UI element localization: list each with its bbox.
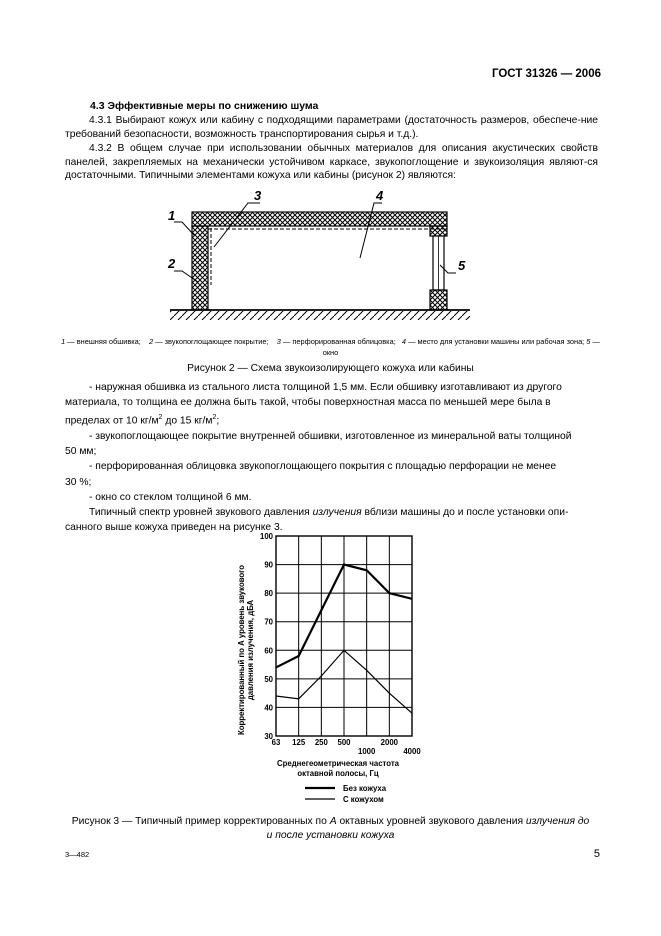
x-tick-label: 250 [314,738,328,747]
figure2-legend: 1 — внешняя обшивка; 2 — звукопоглощающее покрытие; 3 — перфорированная облицовка; 4 — место для установки машины или рабочая зона; 5 — окно [61,337,600,357]
callout-3: 3 [254,188,262,203]
y-tick-label: 40 [264,703,273,713]
data-point [321,675,322,676]
enclosure-diagram [150,180,480,330]
list-item-1-cont: материала, то толщина ее должна быть такой, чтобы поверхностная масса по меньшей мере была в [65,397,551,409]
data-point [275,667,276,668]
y-tick-label: 60 [264,646,273,656]
x-tick-label: 4000 [403,747,421,756]
legend-label-without-enclosure: Без кожуха [343,784,387,793]
x-axis-label-line2: октавной полосы, Гц [297,769,379,778]
ground-hatch [170,311,470,320]
data-point [411,713,412,714]
list-item-2: - звукопоглощающее покрытие внутренней обшивки, изготовленное из минеральной ваты толщиной [89,431,572,443]
data-point [343,650,344,651]
legend-label-with-enclosure: С кожухом [343,795,384,804]
figure2-caption: Рисунок 2 — Схема звукоизолирующего кожуха или кабины [187,363,474,374]
list-item-1-end: пределах от 10 $кг/м^2$ до 15 $кг/м^2$; [65,414,220,427]
list-item-2-cont: 50 мм; [65,446,97,458]
data-point [389,593,390,594]
section-heading: 4.3 Эффективные меры по снижению шума [90,100,319,112]
right-wall-upper [430,226,447,236]
x-tick-label: 125 [292,738,306,747]
y-tick-label: 50 [264,674,273,684]
spectrum-chart [230,530,430,810]
y-tick-label: 70 [264,617,273,627]
x-tick-label: 2000 [380,738,399,747]
y-axis-label-line1: Корректированный по А уровень звукового [237,564,246,736]
list-item-3-cont: 30 %; [65,476,92,488]
y-tick-label: 90 [264,560,273,570]
x-tick-label: 500 [337,738,351,747]
data-point [343,564,344,565]
right-wall-lower [430,290,447,310]
callout-5: 5 [458,258,466,273]
y-ticks [260,532,274,741]
data-point [411,598,412,599]
list-item-4: - окно со стеклом толщиной 6 мм. [89,491,252,503]
paragraph-4-3-2: 4.3.2 В общем случае при использовании обычных материалов для описания акустических свойств панелей, закрепляемых на механически устойчивом каркасе, звукопоглощение и звукоизоляция являют-ся достаточными. Типичными элементами кожуха или кабины (рисунок 2) являются: [65,143,598,182]
standard-number: ГОСТ 31326 — 2006 [491,68,601,80]
callout-4: 4 [376,188,384,203]
roof-panel [192,212,447,226]
x-axis-label-line1: Среднегеометрическая частота [276,759,400,768]
page-number: 5 [593,848,600,860]
y-tick-label: 80 [264,589,273,599]
data-point [366,670,367,671]
callout-1-leader [174,222,194,235]
element-list [65,380,598,535]
y-axis-label-line2: давления излучения, дБА [246,599,255,701]
data-point [275,695,276,696]
list-item-1: - наружная обшивка из стального листа толщиной 1,5 мм. Если обшивку изготавливают из другого [89,382,562,393]
x-ticks [272,738,422,756]
left-wall [192,226,208,310]
data-point [298,655,299,656]
data-point [321,610,322,611]
data-point [389,693,390,694]
x-tick-label: 1000 [357,747,376,756]
callout-2: 2 [168,256,176,271]
data-point [366,570,367,571]
y-tick-label: 30 [264,732,273,741]
spectrum-paragraph: Типичный спектр уровней звукового давления излучения вблизи машины до и после установки опи- [89,507,569,519]
figure3-caption: Рисунок 3 — Типичный пример корректированных по А октавных уровней звукового давления излучения до и после установки кожуха [71,816,590,841]
list-item-3: - перфорированная облицовка звукопоглощающего покрытия с площадью перфорации не менее [89,461,557,473]
callout-4-leader [360,203,382,258]
footer-left-code: 3—482 [65,850,90,859]
spectrum-paragraph-cont: санного выше кожуха приведен на рисунке 3. [65,522,283,534]
data-point [298,698,299,699]
y-tick-label: 100 [259,532,273,541]
paragraph-4-3-1: 4.3.1 Выбирают кожух или кабину с подходящими параметрами (достаточность размеров, обеспече-ние требований безопасности, возможность транспортирования сырья и т.д.). [65,115,598,140]
x-tick-label: 63 [271,738,281,747]
callout-1: 1 [168,208,176,223]
